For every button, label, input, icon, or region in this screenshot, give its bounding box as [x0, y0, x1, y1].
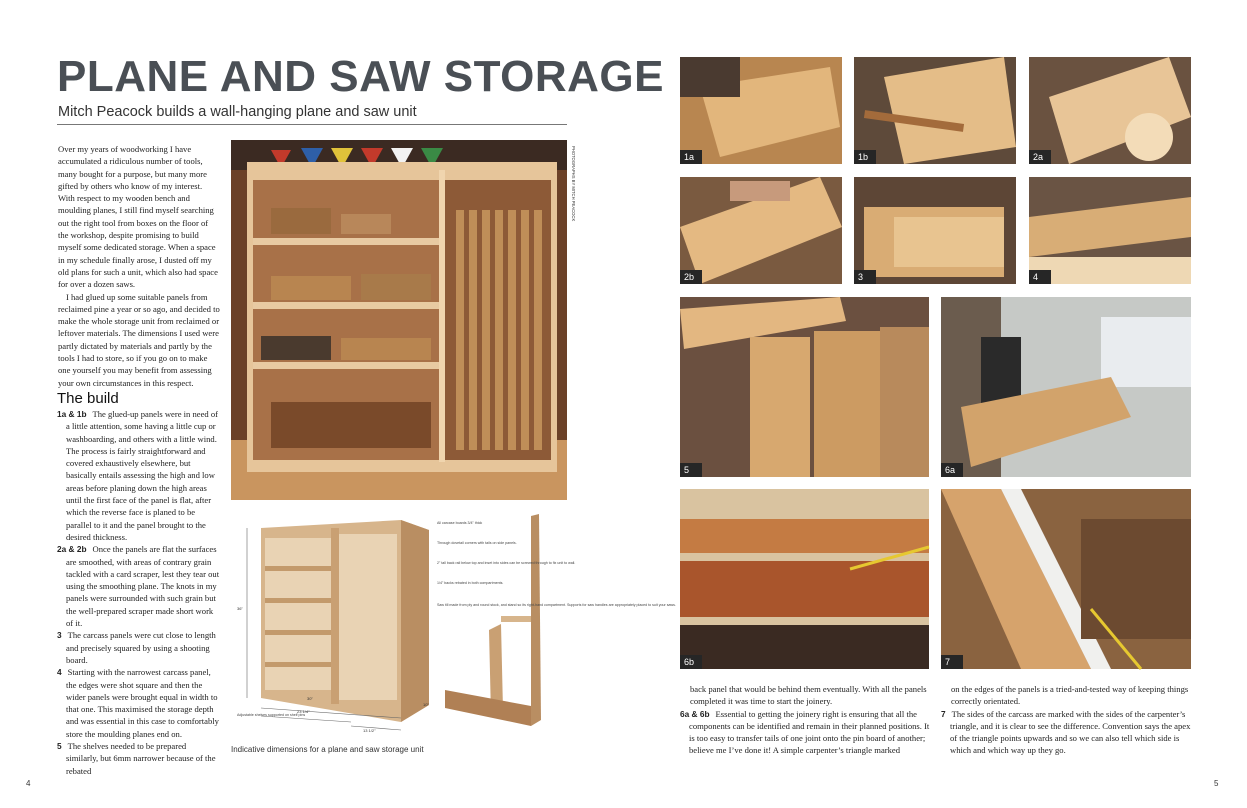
step-5-continued: back panel that would be behind them eventually. With all the panels completed it was time to start the joinery. [690, 684, 927, 707]
intro-paragraph-2: I had glued up some suitable panels from reclaimed pine a year or so ago, and decided to make the whole storage unit from reclaimed or leftover materials. The dimensions I used were partly dictated by materials and partly by the tools I had to store, so if you go on to make one yourself you may benefit from assessing your own circumstances in this respect. [58, 291, 220, 388]
photo-1a [680, 57, 842, 164]
photo-label: 4 [1029, 270, 1051, 284]
steps-column-right-1 [680, 683, 930, 757]
step-number: 6a & 6b [680, 708, 710, 719]
step-3 [57, 629, 220, 666]
photo-label: 6a [941, 463, 963, 477]
photo-label: 7 [941, 655, 963, 669]
diagram-note-5: Saw till made from ply and round stock, and stand so its right-hand compartment. Supports for saw handles are appropriately placed to suit your saws. [437, 603, 676, 607]
photo-label: 2a [1029, 150, 1051, 164]
article-subtitle: Mitch Peacock builds a wall-hanging plane and saw unit [58, 104, 417, 120]
photo-6b [680, 489, 929, 669]
step-5 [57, 740, 220, 777]
diagram-note-1: All carcase boards 3/4" thick [437, 521, 483, 525]
intro-paragraph-1: Over my years of woodworking I have accumulated a ridiculous number of tools, many bought for a purpose, but many more gifted by others who know of my interest. With respect to my wooden bench and moulding planes, I still find myself searching out the right tool from boxes on the floor of the workshop, despite promising to build myself some dedicated storage. When a space in my schedule finally arose, I dusted off my old plans for such a unit, which also had space for over a dozen saws. [58, 144, 218, 290]
photo-3 [854, 177, 1016, 284]
diagram-note-3: 2" tall back rail below top and inset into sides can be screwed through to fix unit to wall. [437, 561, 576, 565]
dim-height: 36" [237, 606, 243, 611]
dim-compartment: 23 1/4" [297, 709, 310, 714]
dim-saw: 13 1/2" [363, 728, 376, 733]
step-6-continued: on the edges of the panels is a tried-and-tested way of keeping things correctly orientated. [951, 684, 1189, 707]
photo-7 [941, 489, 1191, 669]
photo-label: 2b [680, 270, 702, 284]
step-text: The shelves needed to be prepared similarly, but 6mm narrower because of the rebated [66, 741, 216, 776]
title-rule [57, 124, 567, 125]
diagram-note-2: Through dovetail corners with tails on side panels. [437, 541, 517, 545]
diagram-caption: Indicative dimensions for a plane and saw storage unit [231, 745, 424, 754]
step-number: 4 [57, 667, 62, 678]
step-text: The sides of the carcass are marked with the sides of the carpenter’s triangle, and it is clear to see the difference. Convention says the apex of the triangle points upwards and so we can also tell which side is which and which way up they go. [950, 708, 1191, 756]
step-text: The glued-up panels were in need of a little attention, some having a little cup or washboarding, and others with a little wind. The process is fairly straightforward and covered exhaustively elsewhere, but basically entails assessing the high and low areas before planing down the high areas until the first face of the panel is flat, after which the reverse face is planed to be parallel to it and the panel brought to the desired thickness. [66, 409, 219, 542]
photo-1b [854, 57, 1016, 164]
photo-credit-text: PHOTOGRAPHS BY MITCH PEACOCK [571, 146, 576, 222]
step-text: Essential to getting the joinery right is ensuring that all the components can be identified and remain in their planned positions. It is too easy to transfer tails of one joint onto the pin board of another; believe me I’ve done it! A simple carpenter’s triangle marked [689, 708, 930, 756]
photo-label: 5 [680, 463, 702, 477]
step-number: 5 [57, 741, 62, 752]
photo-2b [680, 177, 842, 284]
photo-label: 1b [854, 150, 876, 164]
step-text: The carcass panels were cut close to length and precisely squared by using a shooting board. [66, 630, 216, 665]
page-number-right: 5 [1214, 779, 1219, 788]
step-7 [941, 708, 1191, 757]
photo-5 [680, 297, 929, 477]
dim-depth: 10" [423, 702, 429, 707]
step-text: Starting with the narrowest carcass panel, the edges were shot square and then the wider panels were brought equal in width to that one. This maximised the storage depth and was essential in this case to comfortably store the moulding planes end on. [66, 667, 219, 739]
step-text: Once the panels are flat the surfaces are smoothed, with areas of contrary grain tackled with a card scraper, lest they tear out using the smoothing plane. The knots in my panels were surrounded with such grain but the well-prepared scraper made short work of it. [66, 544, 220, 629]
step-number: 2a & 2b [57, 544, 87, 555]
photo-label: 3 [854, 270, 876, 284]
photo-2a [1029, 57, 1191, 164]
steps-column-right-2 [941, 683, 1191, 757]
step-number: 7 [941, 708, 946, 719]
steps-column-left [57, 408, 220, 777]
photo-6a [941, 297, 1191, 477]
dimension-diagram [231, 510, 676, 740]
step-2 [57, 543, 220, 629]
step-number: 1a & 1b [57, 409, 87, 419]
step-1 [57, 408, 220, 543]
shelf-note: Adjustable shelves supported on shelf pins [237, 713, 306, 717]
step-4 [57, 666, 220, 740]
photo-credit [566, 146, 574, 226]
page-title: PLANE AND SAW STORAGE [57, 52, 664, 101]
photo-4 [1029, 177, 1191, 284]
main-photo-storage-unit [231, 140, 567, 500]
diagram-note-4: 1/4" backs rebated in both compartments. [437, 581, 504, 585]
dim-width: 30" [307, 696, 313, 701]
photo-label: 6b [680, 655, 702, 669]
page-number-left: 4 [26, 779, 31, 788]
step-6 [680, 708, 930, 757]
photo-label: 1a [680, 150, 702, 164]
intro-text [58, 143, 220, 389]
section-heading-build: The build [57, 390, 119, 407]
step-number: 3 [57, 630, 62, 641]
